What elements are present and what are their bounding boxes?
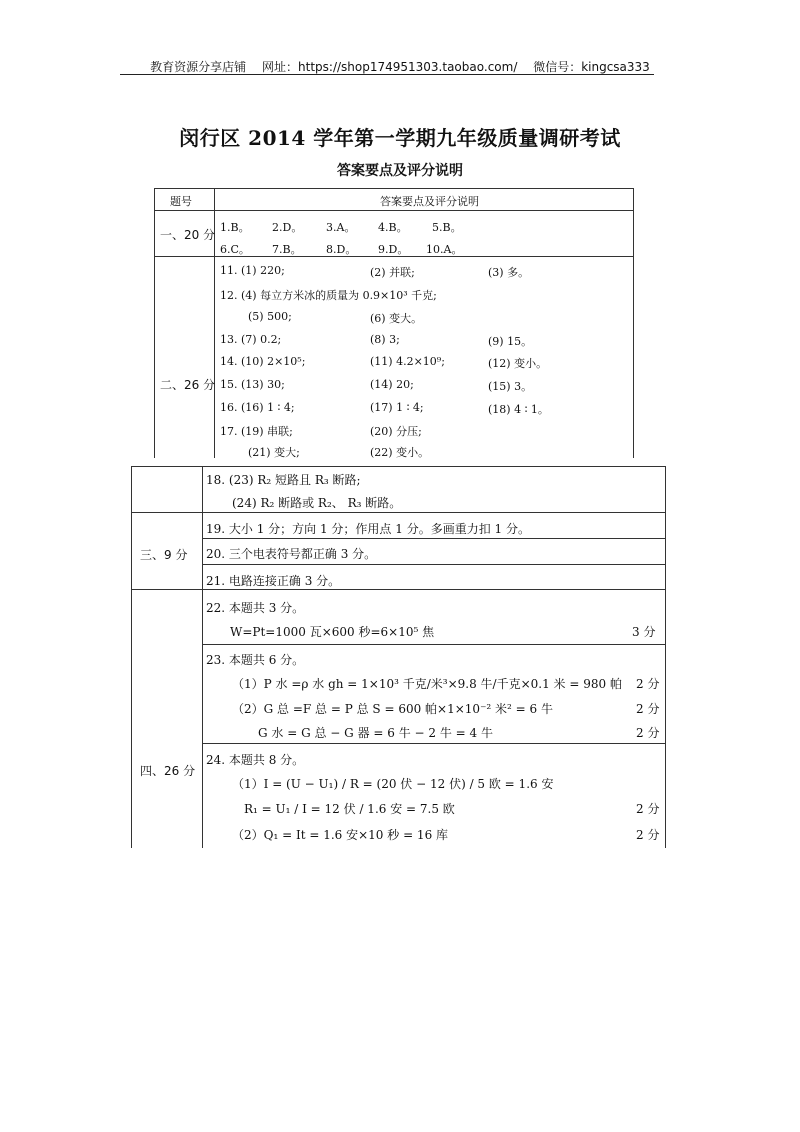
table1-right-rule — [633, 188, 634, 458]
page-title: 闵行区 2014 学年第一学期九年级质量调研考试 — [179, 126, 621, 150]
section-4-label: 四、26 分 — [140, 764, 196, 778]
answer-q24-4: （2）Q₁ = It = 1.6 安×10 秒 = 16 库 — [232, 828, 449, 842]
answer-q23-4: G 水 = G 总 − G 器 = 6 牛 − 2 牛 = 4 牛 — [258, 726, 493, 740]
table1-header-rule — [154, 210, 633, 211]
table2-rule — [202, 743, 665, 744]
answer-q22-1: 22. 本题共 3 分。 — [206, 601, 305, 615]
table2-rule — [202, 644, 665, 645]
points-q24-2: 2 分 — [636, 828, 660, 842]
col-header-number: 题号 — [170, 195, 192, 208]
answer-cell: 6.C。 — [220, 243, 250, 256]
answer-q13-1: 13. (7) 0.2; — [220, 333, 282, 346]
shop-url: 网址：https://shop174951303.taobao.com/ — [262, 60, 518, 74]
answer-cell: 4.B。 — [378, 221, 408, 234]
table2-right-rule — [665, 466, 666, 848]
table1-top-rule — [154, 188, 633, 189]
points-q23-1: 2 分 — [636, 677, 660, 691]
source-header — [0, 58, 800, 75]
answer-q16-2: (17) 1 ∶ 4; — [370, 401, 424, 414]
answer-cell: 10.A。 — [426, 243, 463, 256]
answer-q14-2: (11) 4.2×10⁹; — [370, 355, 445, 368]
answer-q21: 21. 电路连接正确 3 分。 — [206, 574, 341, 588]
answer-cell: 3.A。 — [326, 221, 356, 234]
answer-q17-3: (21) 变大; — [248, 446, 300, 459]
table2-rule — [131, 589, 665, 590]
answer-q16-1: 16. (16) 1 ∶ 4; — [220, 401, 295, 414]
points-q23-2: 2 分 — [636, 702, 660, 716]
points-q22: 3 分 — [632, 625, 656, 639]
table2-rule — [131, 512, 665, 513]
table2-rule — [202, 564, 665, 565]
answer-q23-1: 23. 本题共 6 分。 — [206, 653, 305, 667]
answer-q11-2: (2) 并联; — [370, 266, 415, 279]
answer-q15-3: (15) 3。 — [488, 380, 533, 393]
points-q24-1: 2 分 — [636, 802, 660, 816]
answer-cell: 8.D。 — [326, 243, 357, 256]
answer-q17-4: (22) 变小。 — [370, 446, 430, 459]
answer-q23-2: （1）P 水 =ρ 水 gh = 1×10³ 千克/米³×9.8 牛/千克×0.1 米 = 980 帕 — [232, 677, 622, 691]
answer-q11-3: (3) 多。 — [488, 266, 530, 279]
wechat-id: 微信号：kingcsa333 — [533, 60, 650, 74]
answer-q12-2: (5) 500; — [248, 310, 292, 323]
answer-q18-2: (24) R₂ 断路或 R₂、 R₃ 断路。 — [232, 496, 402, 510]
answer-q22-2: W=Pt=1000 瓦×600 秒=6×10⁵ 焦 — [230, 625, 435, 639]
answer-cell: 5.B。 — [432, 221, 462, 234]
answer-q15-2: (14) 20; — [370, 378, 414, 391]
answer-q24-1: 24. 本题共 8 分。 — [206, 753, 305, 767]
answer-cell: 9.D。 — [378, 243, 409, 256]
answer-cell: 1.B。 — [220, 221, 250, 234]
answer-q12-1: 12. (4) 每立方米冰的质量为 0.9×10³ 千克; — [220, 289, 437, 302]
answer-q11-1: 11. (1) 220; — [220, 264, 285, 277]
section-2-label: 二、26 分 — [160, 378, 216, 392]
answer-q19: 19. 大小 1 分；方向 1 分；作用点 1 分。多画重力扣 1 分。 — [206, 522, 530, 536]
answer-cell: 2.D。 — [272, 221, 303, 234]
header-rule — [120, 74, 654, 75]
answer-q13-3: (9) 15。 — [488, 335, 533, 348]
answer-q14-1: 14. (10) 2×10⁵; — [220, 355, 306, 368]
answer-q12-3: (6) 变大。 — [370, 312, 423, 325]
answer-q18-1: 18. (23) R₂ 短路且 R₃ 断路; — [206, 473, 361, 487]
answer-q17-2: (20) 分压; — [370, 425, 422, 438]
answer-q17-1: 17. (19) 串联; — [220, 425, 293, 438]
section-3-label: 三、9 分 — [140, 548, 188, 562]
shop-name: 教育资源分享店铺 — [150, 60, 247, 74]
answer-q24-2: （1）I = (U − U₁) / R = (20 伏 − 12 伏) / 5 欧 = 1.6 安 — [232, 777, 554, 791]
table2-top-rule — [131, 466, 665, 467]
answer-q14-3: (12) 变小。 — [488, 357, 548, 370]
answer-q23-3: （2）G 总 =F 总 = P 总 S = 600 帕×1×10⁻² 米² = 6 牛 — [232, 702, 553, 716]
answer-q15-1: 15. (13) 30; — [220, 378, 285, 391]
table2-mid-rule — [202, 466, 203, 848]
answer-cell: 7.B。 — [272, 243, 302, 256]
table2-rule — [202, 538, 665, 539]
answer-q24-3: R₁ = U₁ / I = 12 伏 / 1.6 安 = 7.5 欧 — [244, 802, 455, 816]
section-1-label: 一、20 分 — [160, 228, 216, 242]
table2-left-rule — [131, 466, 132, 848]
col-header-answer: 答案要点及评分说明 — [380, 195, 479, 208]
page-subtitle: 答案要点及评分说明 — [337, 163, 463, 179]
points-q23-3: 2 分 — [636, 726, 660, 740]
table1-left-rule — [154, 188, 155, 458]
answer-q13-2: (8) 3; — [370, 333, 400, 346]
answer-q20: 20. 三个电表符号都正确 3 分。 — [206, 547, 377, 561]
answer-q16-3: (18) 4 ∶ 1。 — [488, 403, 549, 416]
